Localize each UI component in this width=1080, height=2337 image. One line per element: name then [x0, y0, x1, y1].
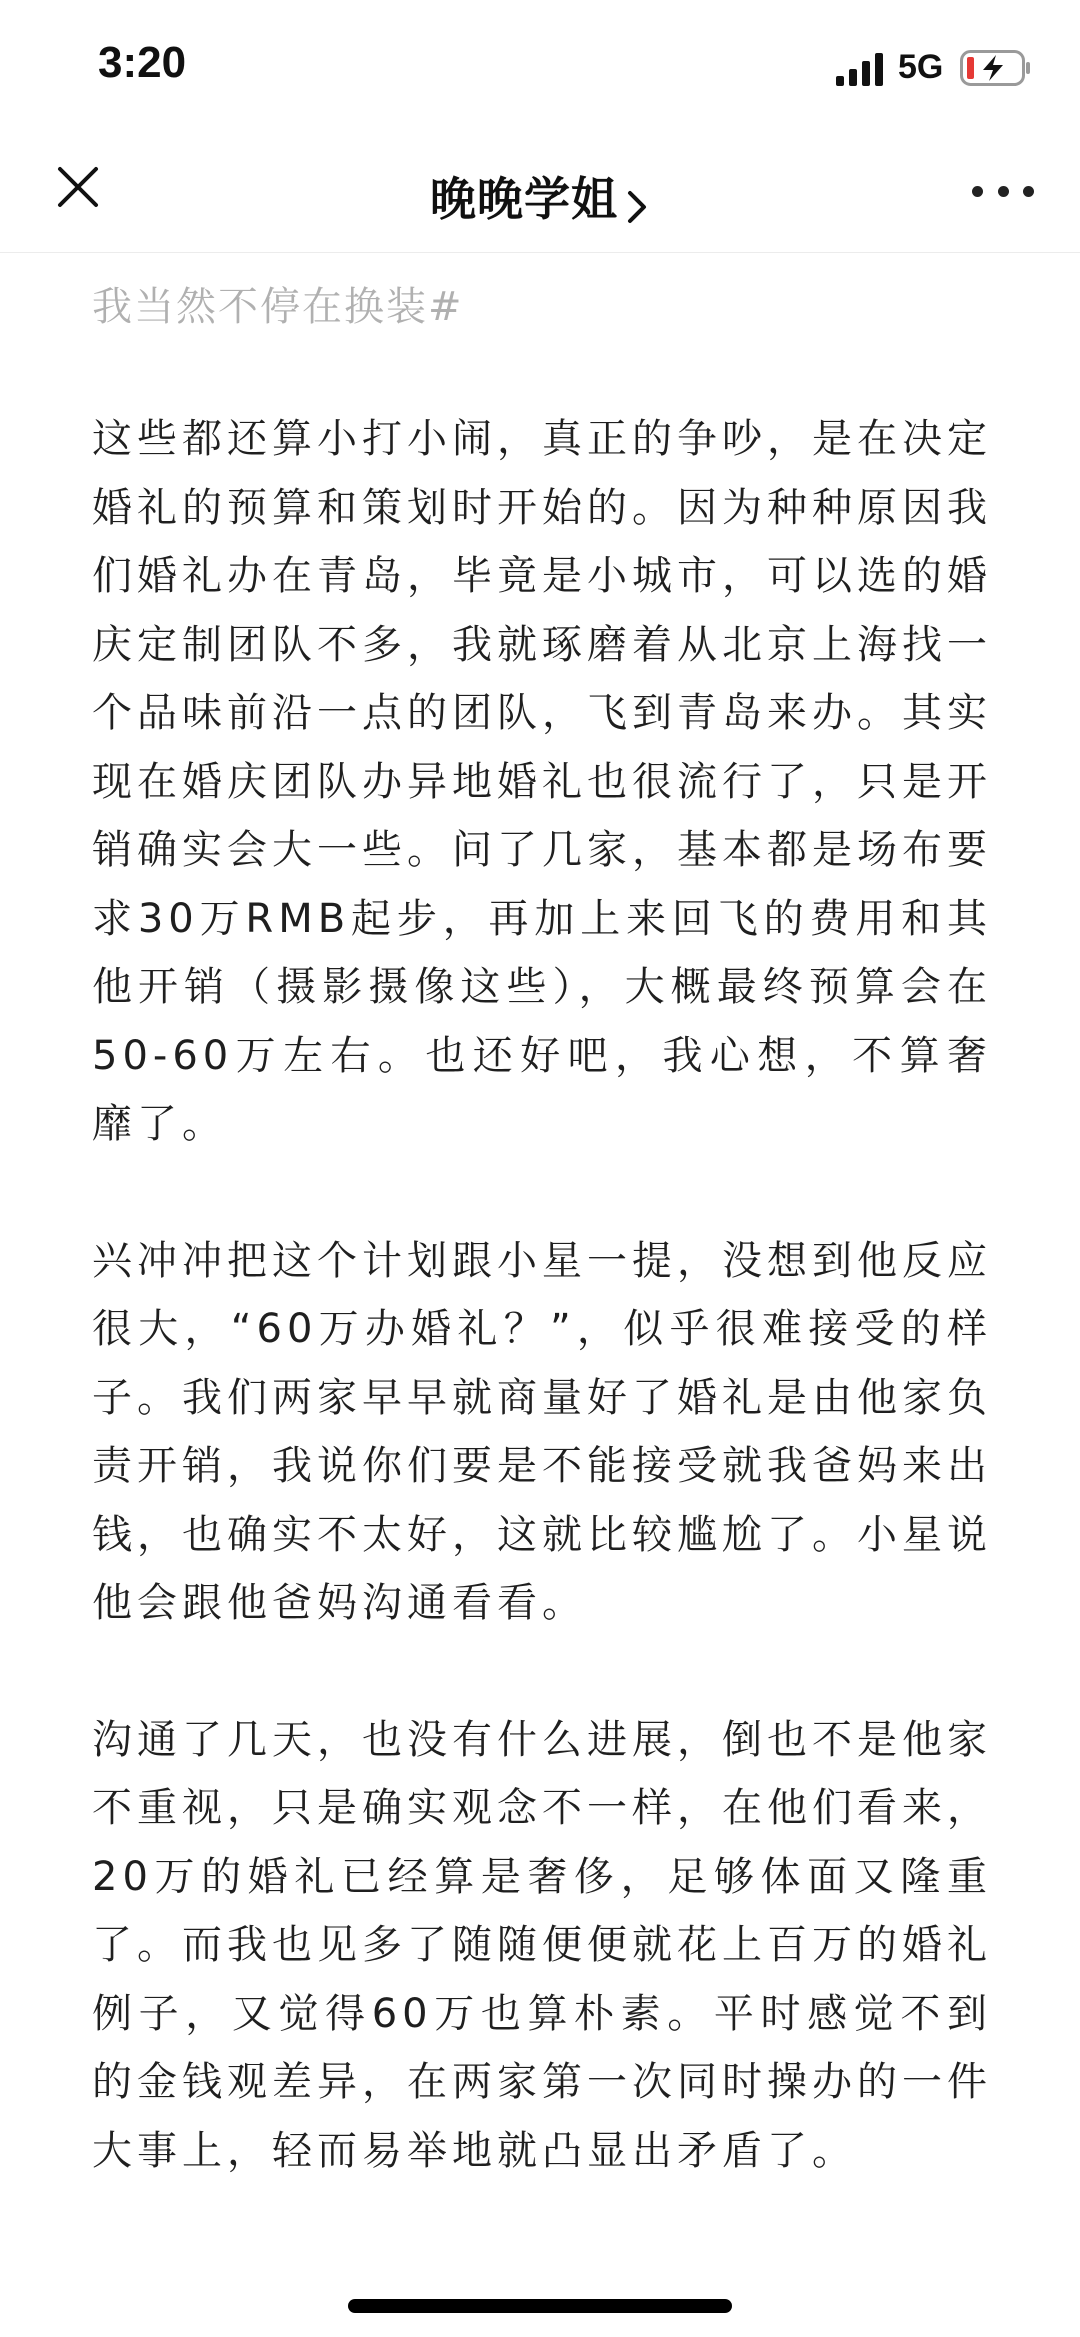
article-paragraph: 这些都还算小打小闹，真正的争吵，是在决定婚礼的预算和策划时开始的。因为种种原因我们婚礼办在青岛，毕竟是小城市，可以选的婚庆定制团队不多，我就琢磨着从北京上海找一个品味前沿一点的团队，飞到青岛来办。其实现在婚庆团队办异地婚礼也很流行了，只是开销确实会大一些。问了几家，基本都是场布要求30万RMB起步，再加上来回飞的费用和其他开销（摄影摄像这些），大概最终预算会在50-60万左右。也还好吧，我心想，不算奢靡了。 [92, 416, 992, 1147]
more-icon [972, 186, 983, 197]
account-title-link[interactable] [0, 163, 1080, 231]
home-indicator[interactable] [348, 2299, 732, 2313]
nav-bar [0, 135, 1080, 253]
more-icon [1023, 186, 1034, 197]
more-button[interactable] [972, 171, 1034, 211]
nav-title: 晚晚学姐 [430, 172, 618, 226]
status-time: 3:20 [98, 38, 187, 87]
article-paragraph: 沟通了几天，也没有什么进展，倒也不是他家不重视，只是确实观念不一样，在他们看来，20万的婚礼已经算是奢侈，足够体面又隆重了。而我也见多了随随便便就花上百万的婚礼例子，又觉得60万也算朴素。平时感觉不到的金钱观差异，在两家第一次同时操办的一件大事上，轻而易举地就凸显出矛盾了。 [92, 1716, 992, 2174]
signal-icon [836, 52, 886, 86]
more-icon [998, 186, 1009, 197]
network-label: 5G [898, 48, 944, 86]
chevron-right-icon [626, 187, 650, 227]
article-paragraph: 兴冲冲把这个计划跟小星一提，没想到他反应很大，“60万办婚礼？”，似乎很难接受的样子。我们两家早早就商量好了婚礼是由他家负责开销，我说你们要是不能接受就我爸妈来出钱，也确实不太好，这就比较尴尬了。小星说他会跟他爸妈沟通看看。 [92, 1237, 992, 1626]
battery-charging-icon [960, 50, 1032, 86]
faded-text-line: 我当然不停在换装# [92, 284, 464, 330]
status-bar [0, 0, 1080, 135]
article-body [92, 253, 992, 2185]
